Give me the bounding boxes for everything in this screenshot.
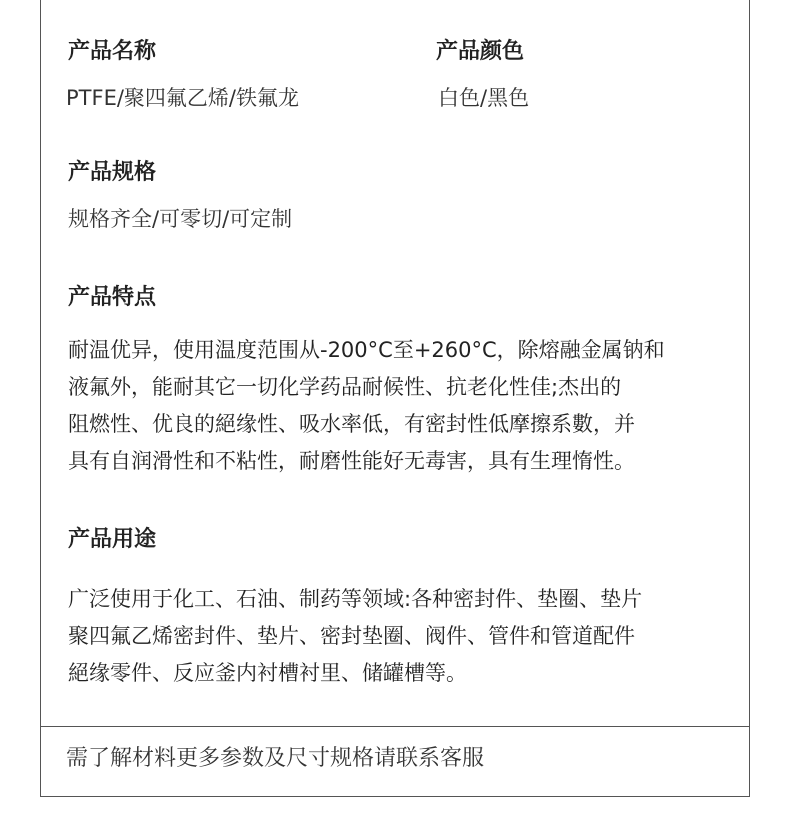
usage-line: 广泛使用于化工、石油、制药等领域:各种密封件、垫圈、垫片 — [68, 587, 643, 611]
usage-line: 絕缘零件、反应釜内衬槽衬里、储罐槽等。 — [68, 661, 467, 685]
section-divider — [41, 726, 749, 727]
usage-line: 聚四氟乙烯密封件、垫片、密封垫圈、阀件、管件和管道配件 — [68, 624, 635, 648]
product-name-value: PTFE/聚四氟乙烯/铁氟龙 — [66, 86, 299, 110]
features-line: 耐温优异，使用温度范围从-200°C至+260°C，除熔融金属钠和 — [68, 338, 665, 362]
product-color-value: 白色/黑色 — [438, 86, 530, 110]
features-line: 具有自润滑性和不粘性，耐磨性能好无毒害，具有生理惰性。 — [68, 449, 635, 473]
product-features-title: 产品特点 — [68, 285, 157, 310]
product-usage-title: 产品用途 — [68, 527, 157, 552]
product-size-label: 产品规格 — [68, 160, 157, 185]
product-name-label: 产品名称 — [68, 39, 157, 64]
contact-note: 需了解材料更多参数及尺寸规格请联系客服 — [66, 746, 485, 771]
features-line: 液氟外，能耐其它一切化学药品耐候性、抗老化性佳;杰出的 — [68, 375, 622, 399]
features-line: 阻燃性、优良的絕缘性、吸水率低，有密封性低摩擦系數，并 — [68, 412, 635, 436]
product-usage-text — [68, 581, 738, 692]
product-size-value: 规格齐全/可零切/可定制 — [68, 207, 293, 231]
product-info-panel — [40, 0, 750, 797]
product-features-text — [68, 332, 738, 480]
product-color-label: 产品颜色 — [436, 39, 525, 64]
